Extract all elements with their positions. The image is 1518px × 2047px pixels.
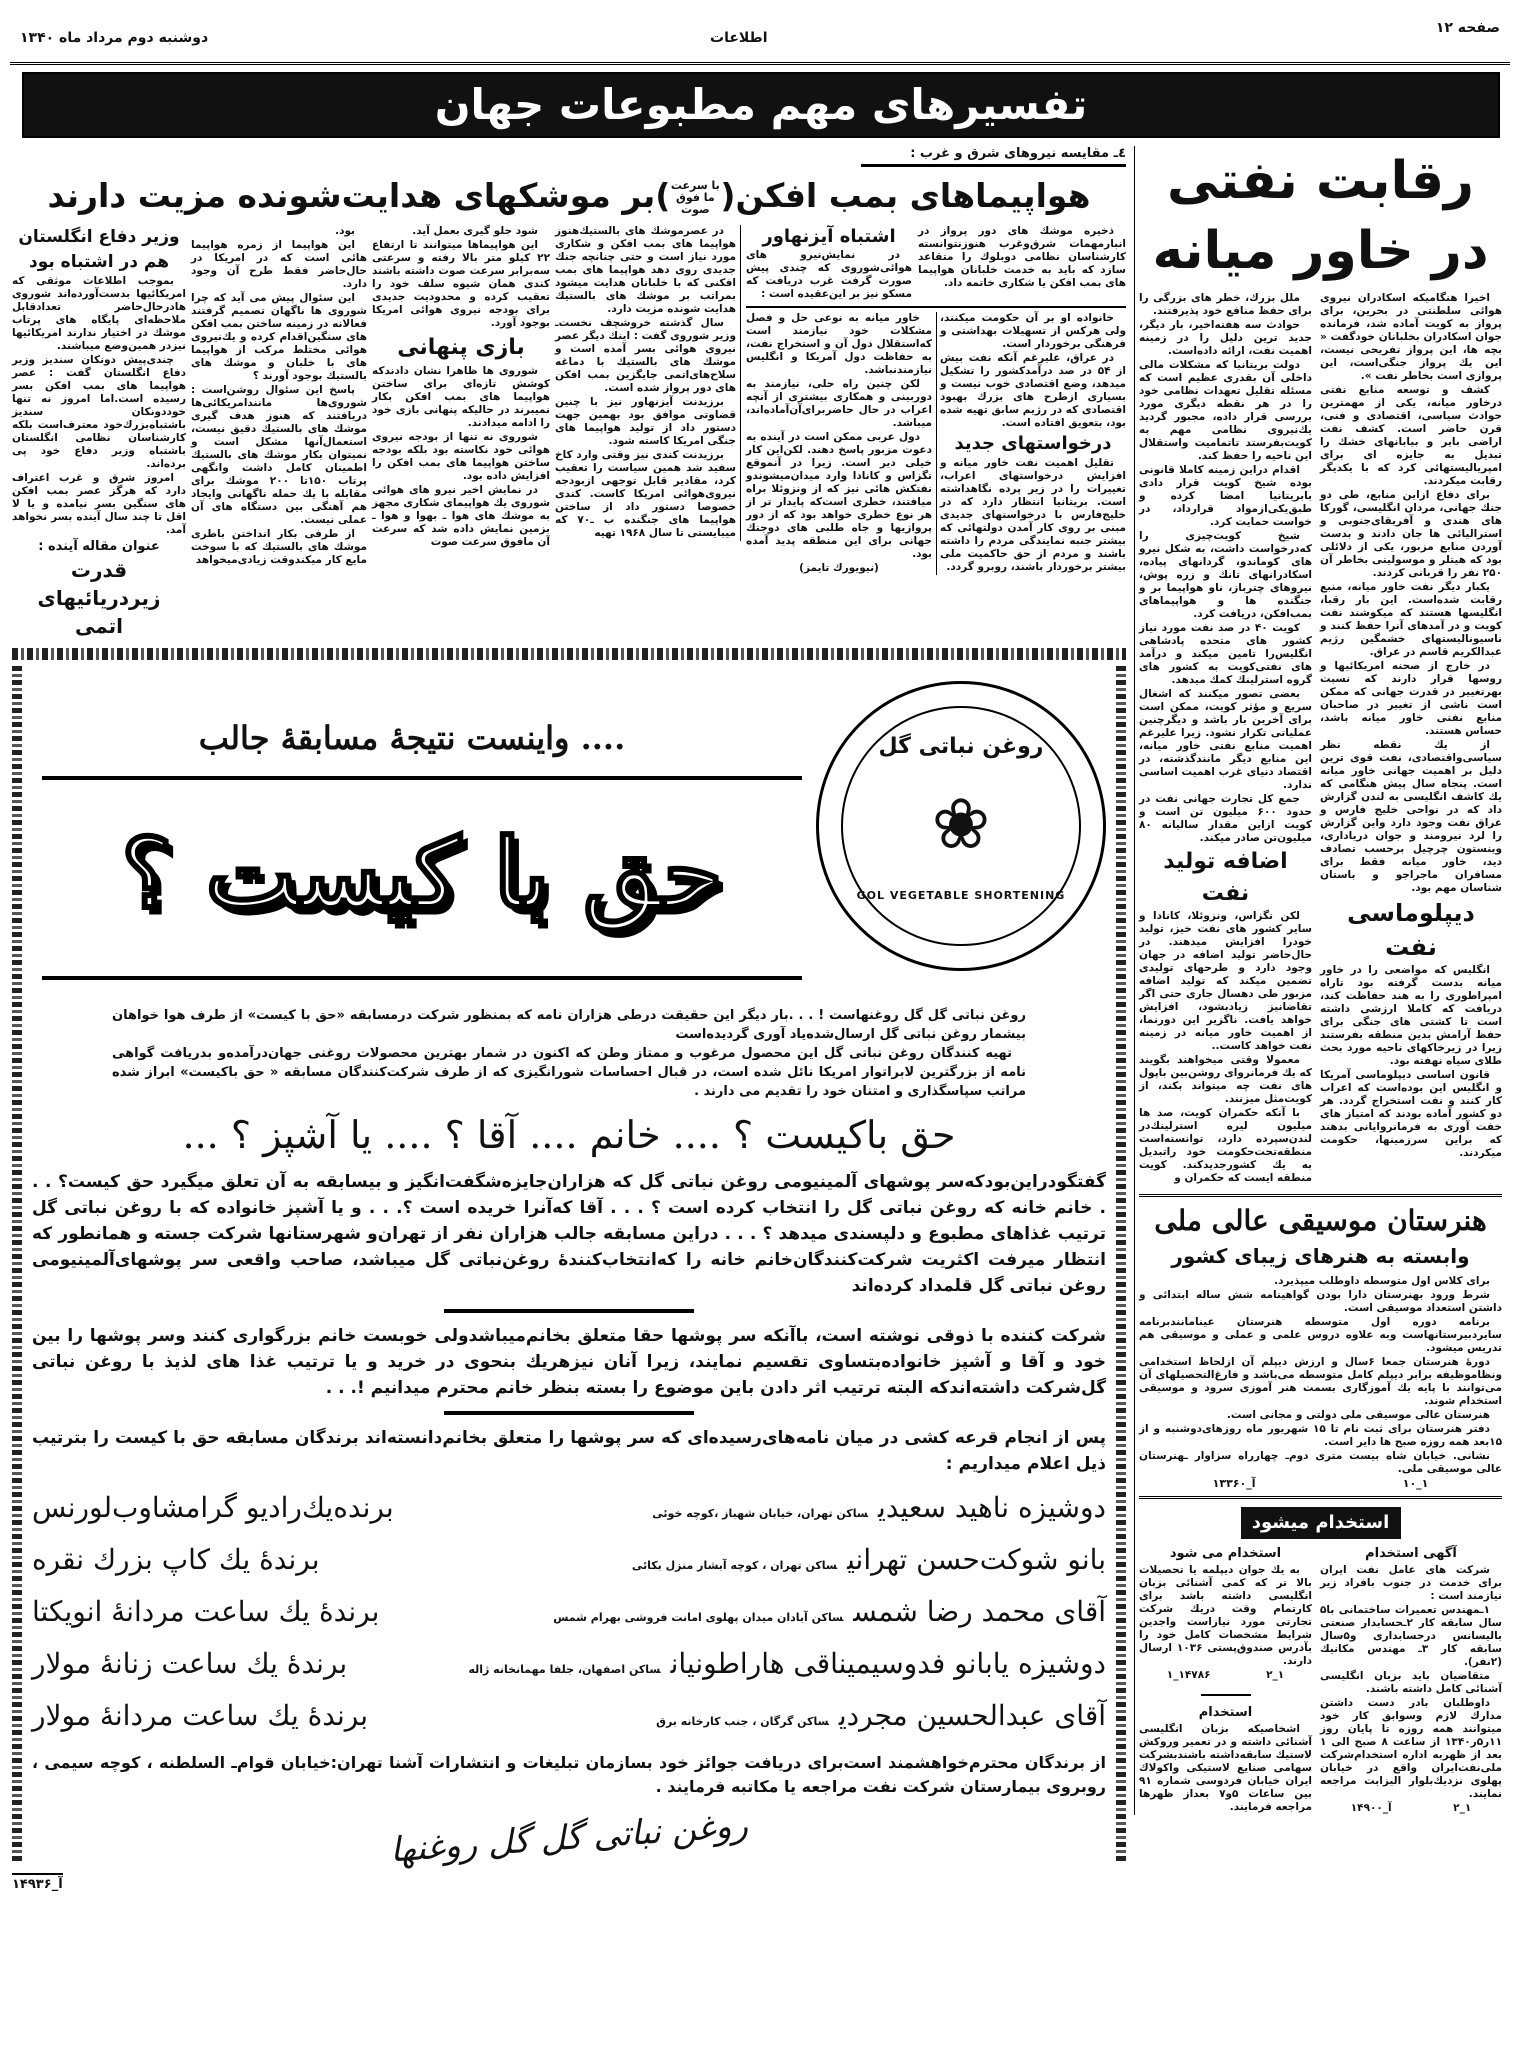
music-title: هنرستان موسیقی عالی ملی (1154, 1204, 1487, 1237)
eisenhower-column (746, 225, 912, 302)
paragraph: هنرستان عالی موسیقی ملی دولتی و مجانی است. (1226, 1409, 1490, 1421)
winner-name: دوشیزه ناهید سعیدی (878, 1491, 1106, 1524)
ad-paragraph-3: پس از انجام قرعه کشی در میان نامه‌های‌رسیده‌ای که سر پوشها را متعلق بخانم‌دانسته‌اند برندگان مسابقه حق با کیست را بترتیب ذیل اعلام میداریم : (32, 1428, 1106, 1474)
ad-code: ۱_۲ (1266, 1669, 1285, 1681)
bombers-col6 (12, 225, 186, 640)
winner-row (32, 1641, 1106, 1693)
paragraph: در خارج از صحنه امریکائیها و روسها قرار دارند که نسبت بهرتغییر در قدرت جهانی که ممکن است ناشی از تغییر در صاحبان منابع نفتی خاور میانه باشد، حساس هستند. (1320, 660, 1502, 737)
winner-address: ساکن تهران، خیابان شهباز ،کوچه خوئی (652, 1507, 869, 1520)
ad-big-title: حق با کیست ؟ (121, 817, 723, 930)
winner-row (32, 1589, 1106, 1641)
subhead-diplomacy: دیپلوماسی نفت (1347, 899, 1475, 961)
paragraph: امروز شرق و غرب اعتراف دارد که هرگز عصر بمب افکن های سنگین بسر نیامده و یا لا اقل تا چند سال آینده بسر نخواهد آمد. (12, 472, 186, 536)
paragraph: چندی‌پیش دونکان سندیز وزیر دفاع انگلستان گفت : عصر هواپیما های بمب افکن بسر رسیده است.اما امروز نه تنها خوددونکان سندیز باشتباه‌بزرك‌خود معترف‌است بلکه کارشناسان نظامی انگلستان باشتباه وزیر دفاع خود پی برده‌اند. (12, 354, 186, 470)
paragraph: برای دفاع ازاین منابع، طی دو جنك جهانی، مردان انگلیسی، گورکا های هندی و آفریقای‌جنوبی و استرالیائی ها جان دادند و بدست آوردن منابع مزبور، یکی از دلائلی بود که هیتلر و موسولینی بخاطر آن ۲۵۰ نفر را قربانی کردند. (1320, 489, 1502, 579)
paragraph: این هواپیماها میتوانند تا ارتفاع ۲۲ کیلو متر بالا رفته و سرعتی سه‌برابر سرعت صوت داشته باشند کندی همان شیوه سلف خود را تعقیب کرده و محدودیت جدیدی برای بودجه نیروی هوائی امریکا بوجود آورد. (372, 239, 550, 329)
winner-name: بانو شوکت‌حسن تهرانی (847, 1543, 1106, 1576)
paragraph: ۱ـمهندس تعمیرات ساختمانی با۵ سال سابقه کار ۲ـحسابدار صنعتی بالیسانس درحسابداری و۵سال سابقه کار ۳ـ مهندس مکانیك (۲نفر). (1320, 1604, 1503, 1668)
headline-part: بر موشکهای هدایت‌شونده مزیت دارند (47, 176, 656, 215)
job-ad-title: استخدام (1198, 1705, 1253, 1720)
ad-code: آ_۱۴۹۰۰ (1350, 1802, 1392, 1814)
job-ad-title: آگهی استخدام (1365, 1546, 1457, 1561)
paragraph: شیخ کویت‌چیزی را که‌درخواست داشت، به شکل نیرو های کوماندو، گردانهای پیاده، اسکادرانهای تانك و زره پوش، نیروهای چترباز، ناو هواپیما بر و جنگنده ها و هواپیماهای بمب‌افکن، دریافت کرد. (1139, 530, 1312, 620)
winner-row (32, 1693, 1106, 1745)
uk-subhead-line: وزیر دفاع انگلستان (18, 227, 180, 247)
ornamental-border (12, 648, 1126, 660)
paragraph: برزیدنت آیزنهاور نیز با چنین قضاوتی موافق بود بهمین جهت دستور داد از تولید هواپیما های جنگی امریکا کاسته شود. (555, 396, 736, 447)
title-rule (42, 776, 802, 780)
winner-address: ساکن گرگان ، جنب کارخانه برق (656, 1715, 829, 1728)
paragraph: لکن تگزاس، ونزوئلا، کانادا و سایر کشور های نفت خیز، تولید خودرا افزایش میدهند. در حال‌حاضر تولید اضافه در جهان وجود دارد و طرحهای تولیدی تضمین میکند که تولید اضافه مزبور طی دهسال جاری حتی اگر تقاضانیز زیادبشود، افزایش خواهد یافت. ناگزیر این دورنما، از اهمیت خاور میانه در زمینه نفت خواهد کاست.. (1139, 910, 1312, 1052)
paragraph: انگلیس که مواضعی را در خاور میانه بدست گرفته بود تاراه امپراطوری را به هند حفاظت کند، دریافت که کاملا ارزشی داشته است تا کشتی های جنگی برای حفظ آرامش بدین منطقه بفرستند زیرا در زیرخاکهای ناحیه مورد بحث طلای سیاه نهفته بود. (1320, 964, 1502, 1067)
paragraph: شرط ورود بهنرستان دارا بودن گواهینامه شش ساله ابتدائی و داشتن استعداد موسیقی است. (1139, 1289, 1502, 1314)
oil-headline (1139, 146, 1502, 286)
subhead-hidden-game: بازی پنهانی (397, 335, 525, 360)
paragraph: شود جلو گیری بعمل آید. (412, 225, 538, 237)
paragraph: یکبار دیگر نفت خاور میانه، منبع رقابت شده‌است. این بار رقبا، انگلیسها هستند که میکوشند نفت کویت و در آمدهای آنرا حفظ کنند و ناسیونالیستهای خشمگین رژیم عبدالکریم قاسم در عراق. (1320, 581, 1502, 658)
paragraph: کویت ۴۰ در صد نفت مورد نیاز کشور های متحده پادشاهی انگلیس‌را تامین میکند و درآمد های نفتی‌کویت به کشور های گروه استرلینك کمك میدهد. (1139, 622, 1312, 686)
ad-closing: از برندگان محترم‌خواهشمند است‌برای دریافت جوائز خود بسازمان تبلیغات و انتشارات آشنا تهران:خیابان قوام‌ـ السلطنه ، کوچه سیمی ، روبروی بیمارستان شرکت نفت مراجعه یا مکاتبه فرمایند . (32, 1753, 1106, 1796)
ad-border (12, 666, 22, 1863)
divider (444, 1309, 694, 1313)
ad-top (32, 666, 1106, 996)
bombers-kicker: ٤ـ مقایسه نیروهای شرق و غرب : (861, 146, 1126, 167)
uk-subhead-line: هم در اشتباه بود (29, 252, 169, 272)
ad-question: حق باکیست ؟ .... خانم .... آقا ؟ .... یا آشپز ؟ ... (182, 1113, 956, 1157)
paragraph: شوروی ها ظاهرا نشان دادندکه کوشش تازه‌ای برای ساختن هواپیما های بمب افکن بکار نمیبرند در حالیکه پنهانی بازی خود را ادامه میدادند. (372, 365, 550, 429)
divider (444, 1411, 694, 1415)
section-banner: تفسیرهای مهم مطبوعات جهان (22, 72, 1500, 138)
paragraph: دولت بریتانیا که مشکلات مالی داخلی آن بقدری عظیم است که مسئله تقلیل تعهدات نظامی خود را در هر نقطه دیگری مورد بررسی قرار داده، مجبور گردید یك‌نیروی نظامی مهم به کویت‌بفرستد تاتمامیت واستقلال این ناحیه را حفظ کند. (1139, 359, 1312, 462)
oil-headline-line2: در خاور میانه (1152, 221, 1489, 281)
divider (1139, 1194, 1502, 1197)
winner-prize: برندهٔ یك ساعت مردانهٔ مولار (32, 1699, 369, 1732)
section-a (746, 225, 1126, 575)
paragraph: به یك جوان دیپلمه یا تحصیلات بالا تر که کمی آشنائی بزبان انگلیسی داشته باشد برای کارتمام وقت دریك شرکت تجارتی مورد نیازاست واجدین شرایط مشخصات کامل خود را بآدرس صندوق‌پستی ۱۰۳۶ ارسال دارند. (1139, 1564, 1312, 1667)
paragraph: با آنکه حکمران کویت، صد ها میلیون لیره استرلینك‌در لندن‌سپرده دارد، توانسته‌است منطقه‌تحت‌حکومت خود راتبدیل به یك کشورجدیدکند. کویت منطقه ایست که حکمران و (1139, 1107, 1312, 1184)
paragraph: تقلیل اهمیت نفت خاور میانه و افزایش درخواستهای اعراب، تغییرات را در زیر پرده نگاهداشته است. بریتانیا انتظار دارد که در خلیج‌فارس با درخواستهای جدیدی مبنی بر روی کار آمدن دولتهائی که بیشتر جنبه نمایندگی مردم را داشته باشند و مردم از حق حاکمیت ملی بیشتر برخوردار باشند، روبرو گردد. (940, 457, 1126, 573)
source-credit: (نیویورك تایمز) (799, 562, 879, 574)
job-ad-trading (1139, 1547, 1312, 1815)
ad-code: ۱_۲ (1453, 1802, 1472, 1814)
subhead-new-demands: درخواستهای جدید (954, 433, 1112, 454)
logo-text: روغن نباتی گل (878, 734, 1044, 759)
oil-headline-line1: رقابت نفتی (1167, 151, 1474, 211)
winners-list (32, 1485, 1106, 1745)
oil-continued (746, 312, 1126, 575)
headline-superscript: با سرعت ما فوق صوت (670, 178, 720, 216)
paragraph: داوطلبان بادر دست داشتن مدارك لازم وسوابق کار خود میتوانند همه روزه تا پایان روز ۱۱ر۵ر۱۳۴۰ از ساعت ۸ صبح الی ۱ بعد از ظهربه اداره استخدام‌شرکت ملی‌نفت‌ایران واقع در خیابان پهلوی نزدیك‌بلوار الیزابت مراجعه نمایند. (1320, 1697, 1502, 1800)
divider (1139, 1496, 1502, 1499)
oil-col-right (1320, 292, 1502, 1161)
divider (746, 306, 1126, 308)
paragraph: این هواپیما از زمره هواپیما هائی است که در امریکا در حال‌حاضر فقط طرح آن وجود دارد. (191, 239, 367, 290)
masthead (20, 20, 1500, 50)
winner-row (32, 1485, 1106, 1537)
paragraph: بموجب اطلاعات موثقی که امریکائیها بدست‌آورده‌اند شوروی هادرحال‌حاضر تعدادقابل ملاحظه‌ای پایگاه های پرتاب موشك در اختیار ندارند امریکائیها نیزدر همین‌وضع میباشند. (12, 275, 186, 352)
headline-part: هواپیماهای بمب افکن (735, 176, 1091, 215)
divider (1201, 1694, 1251, 1696)
paragraph: اشخاصیکه بزبان انگلیسی آشنائی داشته و در تعمیر وروکش لاستیك سابقه‌داشته باشندبشرکت سهامی صنایع لاستیکی واکولاك ایران خیابان فردوسی شماره ۹۱ بین ساعات ۵و۷ بعداز ظهرها مراجعه فرمایند. (1139, 1723, 1312, 1813)
masthead-rule (10, 62, 1510, 65)
paragraph: نشانی. خیابان شاه بیست متری دوم‌ـ چهارراه سزاوار ـهنرستان عالی موسیقی ملی. (1139, 1450, 1502, 1475)
paragraph: این سئوال پیش می آید که چرا شوروی ها ناگهان تصمیم گرفتند فعالانه در زمینه ساختن بمب افکن های سنگین‌اقدام کرده و یك‌نیروی هوائی مختلط مرکب از هواپیما های با خلبان و موشك های بالستیك بوجود آورند ؟ (191, 292, 367, 382)
left-area (12, 146, 1126, 1892)
winner-name: آقای عبدالحسین مجردی (838, 1699, 1106, 1732)
bombers-col4 (372, 225, 550, 550)
ad-code: آ_۱۳۳۶۰ (1212, 1477, 1256, 1490)
paragraph: بود. (335, 225, 355, 237)
ad-code: ۱_۱۰ (1402, 1477, 1429, 1490)
paragraph: متقاضیان باید بزبان انگلیسی آشنائی کامل داشته باشند. (1320, 1670, 1502, 1695)
paragraph: سال گذشته خروشچف نخست‌ـ وزیر شوروی گفت : اینك دیگر عصر نیروی هوائی بسر آمده است و موشك های بالستیك با دماغه سلاح‌های‌اتمی جایگزین بمب افکن های دور پرواز شده است. (555, 317, 736, 394)
job-ad-oil (1320, 1547, 1502, 1815)
winner-address: ساکن اصفهان، جلفا مهمانخانه ژاله (468, 1663, 661, 1676)
paragraph: بعضی تصور میکنند که اشغال سریع و مؤثر کویت، ممکن است برای آخرین بار باشد و دیگرچنین عملیاتی تکرار نشود. زیرا علیرغم اهمیت منابع نفتی خاور میانه، این منابع دیگر مانندگذشته، در اقتصاد دنیای غرب اهمیت اساسی ندارد. (1139, 688, 1312, 791)
paragraph: اقدام دراین زمینه کاملا قانونی بوده شیخ کویت قرار دادی بابریتانیا امضا کرده و طبق‌یکی‌ازمواد قرارداد، در خواست حمایت کرد. (1139, 464, 1312, 528)
paragraph: قانون اساسی دیپلوماسی آمریکا و انگلیس این بوده‌است که اعراب کار کنند و نفت استخراج گردد. هر دو کشور آماده بودند که امتیاز های خفت آوری به فرمانروایانی بدهند که براین سرزمینها، حکومت میکردند. (1320, 1069, 1502, 1159)
bombers-col3 (555, 225, 741, 541)
paragraph: معمولا وقتی میخواهند بگویند که یك فرمانروای روشن‌بین باپول های نفت چه میتواند بکند، از کویت‌مثل میزنند. (1139, 1054, 1312, 1105)
paragraph: در عصرموشك های بالستیك‌هنوز هواپیما های بمب افکن و شکاری مورد نیاز است و حتی چنانچه جنك جدیدی روی دهد هواپیما های بمب افکنی که با خلبانان هدایت میشود بمراتب بر موشك های بالستیك هدایت شونده مزیت دارد. (555, 225, 736, 315)
right-column (1134, 146, 1502, 1815)
paragraph: از یك نقطه نظر سیاسی‌واقتصادی، نفت قوی ترین دلیل بر اهمیت جهانی خاور میانه است. پنجاه سال پیش هنگامی که یك کاشف انگلیسی به لندن گزارش داد که در نواحی خلیج فارس و عراق نفت وجود دارد واین گزارش را لرد نیرومند و جوان دریاداری، وینستون چرچیل برحسب تصادف دید، خاور میانه فقط برای مسافران ماجراجو و باستان شناسان مهم بود. (1320, 739, 1502, 894)
paragraph: دفتر هنرستان برای ثبت نام تا ۱۵ شهریور ماه روزهای‌دوشنبه و از ۱۵بعد همه روزه صبح ها دایر است. (1139, 1423, 1502, 1448)
winner-prize: برندهٔ یك ساعت مردانهٔ انویکتا (32, 1595, 380, 1628)
paragraph: برنامه دوره اول متوسطه هنرستان عینامانندبرنامه سایردبیرستانهاست وبه علاوه دروس علمی و عملی و موسیقی هم تدریس میشود. (1139, 1316, 1502, 1354)
winner-prize: برندهٔ یك کاپ بزرك نقره (32, 1543, 320, 1576)
music-school-notice (1139, 1201, 1502, 1490)
paragraph: اخیرا هنگامیکه اسکادران نیروی هوائی سلطنتی در بحرین، برای پرواز به کویت آماده شد، فرمانده جوان اسکادران بخلبانان خودگفت « بچه ها، این پرواز تفریحی نیست، این یك پرواز جنگی‌است، این پروازی است بخاطر نفت ». (1320, 292, 1502, 382)
ad-code: ۱۴۷۸۶_۱ (1166, 1669, 1211, 1681)
winner-prize: برنده‌یك‌رادیو گرامشاوب‌لورنس (32, 1491, 394, 1524)
jobs-columns (1139, 1547, 1502, 1815)
paragraph: روغن نباتی گل گل روغنهاست ! . . .بار دیگر این حقیقت درطی هزاران نامه که بمنظور شرکت درمسابقه «حق با کیست» از طرف هوا خواهان بیشمار روغن نباتی گل ارسال‌شده‌یاد آوری گردیده‌است (112, 1008, 1026, 1042)
winner-prize: برندهٔ یك ساعت زنانهٔ مولار (32, 1647, 348, 1680)
page-number: صفحه ۱۲ (1435, 20, 1500, 36)
music-subtitle: وابسته به هنرهای زیبای کشور (1171, 1244, 1470, 1268)
bombers-col5 (191, 225, 367, 568)
paragraph: کشف و توسعه منابع نفتی درخاور میانه، یکی از مهمترین حوادث سیاسی، اقتصادی و فنی، قرن حاضر است. کشف نفت اراضی بایر و بیابانهای خشك را تبدیل به جایزه ای برای امپریالیستهائی کرد که با یکدیگر رقابت میکردند. (1320, 384, 1502, 487)
paragraph: حوادث سه هفته‌اخیر، بار دیگر، جدید ترین دلیل را در زمینه اهمیت نفت، ارائه داده‌است. (1139, 319, 1312, 357)
paragraph: از طرفی بکار انداختن باطری موشك های بالستیك که با سوخت مایع کار میکندوقت زیادی‌میخواهد (191, 528, 367, 566)
paragraph: در نمایش‌نیرو های هوائی‌شوروی که چندی پیش صورت گرفت غرب دریافت که مسکو نیز بر این‌عقیده است : (746, 249, 912, 300)
job-ad-title: استخدام می شود (1169, 1546, 1282, 1561)
ad-paragraph-1: گفتگودراین‌بودکه‌سر پوشهای آلمینیومی روغن نباتی گل که هزاران‌جایزه‌شگفت‌انگیز و بیسابقه به آن تعلق میگیرد حق کیست؟ . . . خانم خانه که روغن نباتی گل را انتخاب کرده است ؟ . . . آقا که‌آنرا خریده است ؟. . . و یا آشپز خانواده که با روغن نباتی گل ترتیب غذاهای مطبوع و دلپسندی میدهد ؟ . . . دراین مسابقه جالب هزاران نفر از تهران‌و شهرستانها شرکت جسته و همانطور که انتظار میرفت اکثریت شرکت‌کنندگان‌خانم خانه را که‌انتخاب‌کنندهٔ روغن‌نباتی گل میباشد، صاحب واقعی سر پوشهای‌آلمینیومی روغن نباتی گل قلمداد کرده‌اند (32, 1172, 1106, 1296)
paragraph: شرکت های عامل نفت ایران برای خدمت در جنوب بافراد زیر نیازمند است : (1320, 1564, 1502, 1602)
paragraph: پاسخ این سئوال روشن‌است : شوروی‌ها مانندامریکائی‌ها دریافتند که هنوز هدف گیری موشك های بالستیك دقیق نیست، استعمال‌آنها مشکل است و نمیتوان بکار موشك های بالستیك اطمینان کامل داشت وانگهی پرتاب ۱۵۰تا ۲۰۰ موشك برای مقابله با یك حمله ناگهانی وایجاد هم آهنگی بین دستگاه های آن عملی نیست. (191, 384, 367, 526)
jobs-banner: استخدام میشود (1241, 1507, 1401, 1539)
ad-intro (112, 1006, 1026, 1101)
paragraph: خاور میانه به نوعی حل و فصل مشکلات خود نیازمند است که‌استقلال دول آن و استخراج نفت، به حفاظت دول آمریکا و انگلیس نیازمندنباشد. (746, 312, 932, 376)
next-article-title: قدرت زیردریائیهای اتمی (37, 558, 161, 638)
winner-address: ساکن تهران ، کوچه آبشار منزل بکائی (631, 1559, 838, 1572)
paragraph: دول عربی ممکن است در آینده به دعوت مزبور پاسخ دهند. لکن‌این کار خیلی دیر است. زیرا در آنموقع تگزاس و کانادا وارد میدان‌میشوندو نفتکش هائی نیز که از ونزوئلا براه میافتند، خطری است‌که پایدار تر از هر نوع خطری خواهد بود که از دور پروازیها و جاه طلبی های دوجنك جهانی برای این منطقه پدید آمده بود. (746, 431, 932, 560)
winner-name: آقای محمد رضا شمس (853, 1595, 1106, 1628)
ad-tagline: .... واینست نتیجهٔ مسابقهٔ جالب (198, 719, 626, 757)
title-rule (42, 976, 802, 980)
bombers-columns (12, 225, 1126, 640)
rose-icon: ❀ (931, 783, 991, 865)
newspaper-name: اطلاعات (710, 30, 768, 46)
oil-columns (1139, 292, 1502, 1186)
winner-row (32, 1537, 1106, 1589)
paragraph: در نمایش اخیر نیرو های هوائی شوروی یك هواپیمای شکاری مجهز به موشك های هوا ـ بهوا و هوا ـ بزمین نمایش داده شد که سرعت آن مافوق سرعت صوت (372, 484, 550, 548)
gol-logo (816, 681, 1106, 971)
ad-signature: روغن نباتی گل گل روغنها (388, 1805, 750, 1871)
ad-code: آ_۱۴۹۳۶ (12, 1873, 63, 1892)
bombers-col1 (918, 225, 1126, 291)
paragraph: جمع کل تجارت جهانی نفت در حدود ۶۰۰ میلیون تن است و کویت ازاین مقدار سالیانه ۸۰ میلیون‌تن صادر میکند. (1139, 793, 1312, 844)
ornamental-border (1116, 666, 1126, 1863)
issue-date: دوشنبه دوم مرداد ماه ۱۳۴۰ (20, 30, 209, 46)
subhead-surplus: اضافه تولید نفت (1163, 849, 1288, 906)
paragraph: لکن چنین راه حلی، نیازمند به دوربینی و همکاری بیشتری از آنچه اعراب در حال حاضربرای‌آن‌آماده‌اند، میباشد. (746, 378, 932, 429)
paragraph: در عراق، علیرغم آنکه نفت بیش از ۵۴ در صد درآمدکشور را تشکیل میدهد، وضع اقتصادی خوب نیست و بسیاری ازطرح های بزرك بهبود اقتصادی که در رژیم سابق تهیه شده بود، بتعویق افتاده است. (940, 352, 1126, 429)
bombers-headline: هواپیماهای بمب افکن(با سرعت ما فوق صوت)بر موشکهای هدایت‌شونده مزیت دارند (47, 176, 1091, 216)
paragraph: برای کلاس اول متوسطه داوطلب میپذیرد. (1274, 1275, 1490, 1287)
winner-name: دوشیزه یابانو فدوسیمیناقی هاراطونیان (670, 1647, 1106, 1680)
ad-paragraph-2: شرکت کننده با ذوقی نوشته است، باآنکه سر پوشها حقا متعلق بخانم‌میباشدولی خوبست خانم بزرگواری کنند وسر پوشها را بین خود و آقا و آشپز خانواده‌بتساوی تقسیم نمایند، زیرا آنان نیزهریك بنحوی در خرید و یا ترتیب غذا های لذیذ با روغن نباتی گل‌شرکت داشته‌اندکه البته ترتیب اثر دادن باین موضوع را بسته بنظر خانم محترم میدانیم !. . . (32, 1326, 1106, 1398)
paragraph: دورهٔ هنرستان جمعا ۶سال و ارزش دیپلم آن ازلحاظ استخدامی ونظاموظیفه برابر دیپلم کامل متوسطه می‌باشد و فارغ‌التحصیلهای آن می‌توانند با پایه یك آموزگاری بسمت هنر آموزی سرود و موسیقی استخدام شوند. (1139, 1356, 1502, 1407)
eisenhower-title: اشتباه آیزنهاور (762, 226, 896, 247)
paragraph: ذخیره موشك های دور پرواز در انبارمهمات شرق‌وغرب هنوزنتوانسته کارشناسان نظامی دوبلوك را متقاعد سازد که باید به خدمت خلبانان هواپیما های بمب افکن یا شکاری خاتمه داد. (918, 225, 1126, 289)
paragraph: شوروی نه تنها از بودجه نیروی هوائی خود نکاسته بود بلکه بودجه ساختن هواپیما های بمب افکن را افزایش داده بود. (372, 431, 550, 482)
gol-oil-ad (12, 666, 1126, 1871)
oil-col-left (1139, 292, 1312, 1186)
paragraph: تهیه کنندگان روغن نباتی گل این محصول مرغوب و ممتاز وطن که اکنون در شمار بهترین محصولات روغنی جهان‌درآمده‌و بدریافت گواهی نامه از بزرگترین لابراتوار امریکا نائل شده است، در قبال احساسات شورانگیزی که از طرف شرکت‌کنندگان مسابقه « حق باکیست» ابراز شده مراتب سپاسگذاری و امتنان خود را تقدیم می دارند . (112, 1046, 1026, 1099)
paragraph: ملل بزرك، خطر های بزرگی را برای حفظ منافع خود پذیرفتند. (1139, 292, 1312, 317)
paragraph: خانواده او بر آن حکومت میکنند، ولی هرکس از تسهیلات بهداشتی و فرهنگی برخوردار است. (940, 312, 1126, 350)
next-article-label: عنوان مقاله آینده : (38, 539, 160, 554)
logo-english-text: GOL VEGETABLE SHORTENING (856, 889, 1066, 902)
uk-subhead (12, 225, 186, 275)
winner-address: ساکن آبادان میدان پهلوی امانت فروشی بهرام شمس (553, 1611, 844, 1624)
paragraph: برزیدنت کندی نیز وقتی وارد کاخ سفید شد همین سیاست را تعقیب کرد، مقادیر قابل توجهی ازبودجه نیروی‌هوائی امریکا کاست. کندی خصوصا دستور داد از ساختن هواپیما های جنگنده ب ـ۷۰ که میبایستی تا سال ۱۹۶۸ تهیه (555, 449, 736, 539)
